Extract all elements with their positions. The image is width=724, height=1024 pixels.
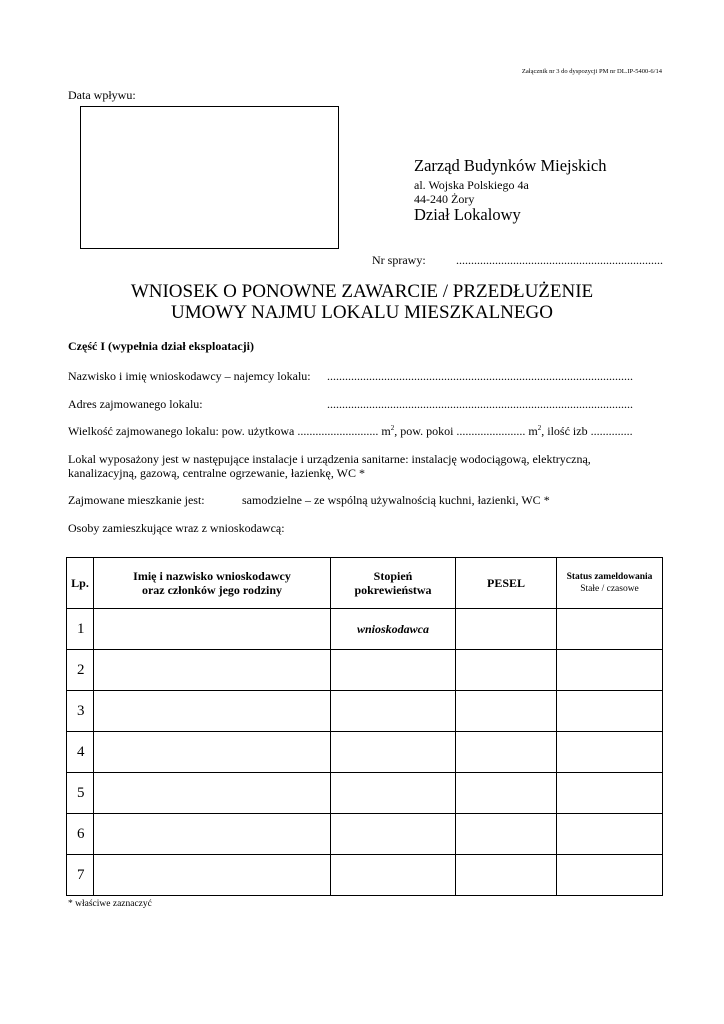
recipient-city: 44-240 Żory	[414, 192, 475, 206]
status-cell[interactable]	[557, 691, 663, 732]
footnote: * właściwe zaznaczyć	[68, 899, 152, 909]
row-number: 7	[67, 855, 94, 896]
table-row	[67, 650, 663, 691]
persons-label: Osoby zamieszkujące wraz z wnioskodawcą:	[68, 521, 285, 535]
address-field[interactable]: ......................................................................................................	[327, 397, 633, 411]
document-title-line1: WNIOSEK O PONOWNE ZAWARCIE / PRZEDŁUŻENIE	[130, 281, 594, 302]
unit-superscript: 2	[390, 424, 395, 432]
flat-size-prefix: Wielkość zajmowanego lokalu: pow. użytkowa ........................... m	[68, 424, 391, 438]
recipient-street: al. Wojska Polskiego 4a	[414, 178, 529, 192]
name-cell[interactable]	[94, 650, 331, 691]
status-cell[interactable]	[557, 732, 663, 773]
name-cell[interactable]	[94, 732, 331, 773]
pesel-cell[interactable]	[456, 855, 557, 896]
annex-note: Załącznik nr 3 do dyspozycji PM nr DL.IP-5400-6/14	[521, 68, 662, 75]
receipt-stamp-box[interactable]	[80, 106, 339, 249]
row-number: 5	[67, 773, 94, 814]
row-number: 1	[67, 609, 94, 650]
relation-cell[interactable]	[331, 650, 456, 691]
pesel-cell[interactable]	[456, 773, 557, 814]
document-title-line2: UMOWY NAJMU LOKALU MIESZKALNEGO	[171, 302, 553, 323]
recipient-name: Zarząd Budynków Miejskich	[414, 156, 607, 175]
flat-type-options[interactable]: samodzielne – ze wspólną używalnością kuchni, łazienki, WC *	[242, 493, 550, 507]
case-number-label: Nr sprawy:	[372, 253, 426, 267]
row-number: 3	[67, 691, 94, 732]
col-name	[94, 558, 331, 609]
pesel-cell[interactable]	[456, 814, 557, 855]
col-pesel: PESEL	[456, 558, 557, 609]
row-number: 6	[67, 814, 94, 855]
relation-cell[interactable]	[331, 814, 456, 855]
name-cell[interactable]	[94, 609, 331, 650]
status-cell[interactable]	[557, 773, 663, 814]
applicant-name-label: Nazwisko i imię wnioskodawcy – najemcy lokalu:	[68, 369, 311, 383]
equipment-line2: kanalizacyjną, gazową, centralne ogrzewanie, łazienkę, WC *	[68, 466, 365, 480]
address-label: Adres zajmowanego lokalu:	[68, 397, 203, 411]
flat-size-suffix: , ilość izb ..............	[541, 424, 633, 438]
flat-size-middle: , pow. pokoi ....................... m	[394, 424, 538, 438]
relation-cell[interactable]	[331, 691, 456, 732]
relation-cell[interactable]: wnioskodawca	[331, 609, 456, 650]
table-row	[67, 609, 663, 650]
col-relation-line2: pokrewieństwa	[354, 583, 432, 597]
relation-cell[interactable]	[331, 732, 456, 773]
flat-type-label: Zajmowane mieszkanie jest:	[68, 493, 205, 507]
col-name-line2: oraz członków jego rodziny	[141, 583, 283, 597]
status-cell[interactable]	[557, 609, 663, 650]
pesel-cell[interactable]	[456, 691, 557, 732]
flat-size-line[interactable]	[68, 424, 633, 439]
col-relation-line1: Stopień	[373, 569, 413, 583]
pesel-cell[interactable]	[456, 609, 557, 650]
col-name-line1: Imię i nazwisko wnioskodawcy	[133, 569, 291, 583]
col-relation	[331, 558, 456, 609]
pesel-cell[interactable]	[456, 732, 557, 773]
table-row	[67, 691, 663, 732]
row-number: 4	[67, 732, 94, 773]
status-cell[interactable]	[557, 814, 663, 855]
name-cell[interactable]	[94, 691, 331, 732]
col-status	[557, 558, 663, 609]
equipment-line1: Lokal wyposażony jest w następujące instalacje i urządzenia sanitarne: instalację wodociągową, elektryczną,	[68, 452, 591, 466]
receipt-date-label: Data wpływu:	[68, 88, 136, 102]
recipient-department: Dział Lokalowy	[414, 205, 521, 224]
status-cell[interactable]	[557, 650, 663, 691]
col-lp: Lp.	[67, 558, 94, 609]
col-status-sub: Stałe / czasowe	[580, 584, 639, 594]
table-row	[67, 814, 663, 855]
name-cell[interactable]	[94, 855, 331, 896]
table-row	[67, 855, 663, 896]
unit-superscript: 2	[537, 424, 542, 432]
name-cell[interactable]	[94, 773, 331, 814]
col-status-title: Status zameldowania	[566, 572, 653, 582]
applicant-name-field[interactable]: ......................................................................................................	[327, 369, 633, 383]
table-header-row	[67, 558, 663, 609]
row-number: 2	[67, 650, 94, 691]
section-heading: Część I (wypełnia dział eksploatacji)	[68, 339, 254, 353]
pesel-cell[interactable]	[456, 650, 557, 691]
occupants-table	[66, 557, 663, 896]
table-row	[67, 732, 663, 773]
name-cell[interactable]	[94, 814, 331, 855]
status-cell[interactable]	[557, 855, 663, 896]
relation-cell[interactable]	[331, 773, 456, 814]
case-number-field[interactable]: .....................................................................	[456, 253, 663, 267]
relation-cell[interactable]	[331, 855, 456, 896]
table-row	[67, 773, 663, 814]
